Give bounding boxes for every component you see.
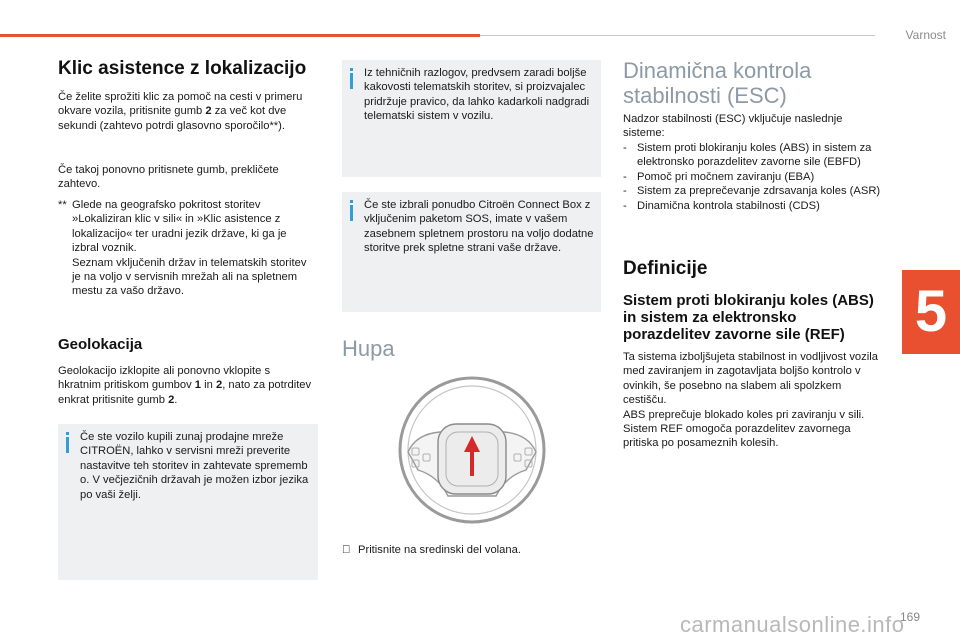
abs-ref-description: Ta sistema izboljšujeta stabilnost in vodljivost vozila med zaviranjem in zagotavljata boljšo kontrolo v ovinkih, še posebno na slabem ali spolzkem cestišču. ABS preprečuje blokado koles pri zaviranju v sili. Sistem REF omogoča porazdelitev zavornega pritiska po posameznih kolesih. <box>623 351 878 450</box>
footnote-text-2: Seznam vključenih držav in telematskih storitev je na voljo v servisnih mrežah ali na spletnem mestu za vašo državo. <box>72 256 307 298</box>
esc-intro: Nadzor stabilnosti (ESC) vključuje naslednje sisteme: <box>623 113 843 140</box>
definitions-title: Definicije <box>623 258 708 279</box>
section-label: Varnost <box>905 28 946 42</box>
instruction-bullet-icon <box>342 543 358 557</box>
section-title-assist-call: Klic asistence z lokalizacijo <box>58 58 307 79</box>
header-accent-line <box>0 34 480 37</box>
list-item: - Sistem za preprečevanje zdrsavanja koles (ASR) <box>623 184 885 198</box>
info-note-telematics <box>342 60 601 177</box>
horn-title: Hupa <box>342 336 395 361</box>
assist-call-paragraph: Če želite sprožiti klic za pomoč na cesti v primeru okvare vozila, pritisnite gumb 2 za več kot dve sekundi (zahtevo potrdi glasovno sporočilo**). <box>58 91 303 132</box>
footnote <box>58 198 314 308</box>
abs-ref-title: Sistem proti blokiranju koles (ABS) in sistem za elektronsko porazdelitev zavorne sile (REF) <box>623 292 874 343</box>
info-note-dealer <box>58 424 318 580</box>
info-note-connect-box <box>342 192 601 312</box>
footnote-mark: ** <box>58 199 67 211</box>
geolocation-paragraph: Geolokacijo izklopite ali ponovno vklopite s hkratnim pritiskom gumbov 1 in 2, nato za potrditev enkrat pritisnite gumb 2. <box>58 365 312 406</box>
info-icon <box>350 200 353 221</box>
footnote-text-1: Glede na geografsko pokritost storitev »Lokaliziran klic v sili« in »Klic asistence z lokalizacijo« ter uradni jezik države, ki ga je izbral voznik. <box>72 199 287 255</box>
list-item: - Pomoč pri močnem zaviranju (EBA) <box>623 170 885 184</box>
info-icon <box>350 68 353 89</box>
list-item: - Dinamična kontrola stabilnosti (CDS) <box>623 199 885 213</box>
esc-title: Dinamična kontrola stabilnosti (ESC) <box>623 58 812 108</box>
info-note-text: Iz tehničnih razlogov, predvsem zaradi boljše kakovosti telematskih storitev, si proizvajalec pridržuje pravico, da lahko kadarkoli nadgradi telematski sistem v vozilu. <box>364 67 590 123</box>
page-number: 169 <box>900 610 921 624</box>
chapter-tab: 5 <box>902 270 960 354</box>
geolocation-title: Geolokacija <box>58 336 143 353</box>
info-icon <box>66 432 69 453</box>
list-item: - Sistem proti blokiranju koles (ABS) in sistem za elektronsko porazdelitev zavorne sile (EBFD) <box>623 141 885 170</box>
watermark: carmanualsonline.info <box>680 612 905 637</box>
info-note-text: Če ste vozilo kupili zunaj prodajne mreže CITROËN, lahko v servisni mreži preverite nastavitve teh storitev in zahtevate sprememb o. V večjezičnih državah je možen izbor jezika po vaši želji. <box>80 431 309 501</box>
horn-instruction: Pritisnite na sredinski del volana. <box>342 543 592 557</box>
header-divider-line <box>480 35 875 36</box>
esc-systems-list <box>623 141 885 213</box>
steering-wheel-illustration <box>386 374 558 526</box>
button-ref: 2 <box>205 105 212 118</box>
info-note-text: Če ste izbrali ponudbo Citroën Connect Box z vključenim paketom SOS, imate v vašem zasebnem spletnem prostoru na voljo dodatne storitve prek spletne strani vaše države. <box>364 199 594 255</box>
cancel-paragraph: Če takoj ponovno pritisnete gumb, prekličete zahtevo. <box>58 164 279 191</box>
